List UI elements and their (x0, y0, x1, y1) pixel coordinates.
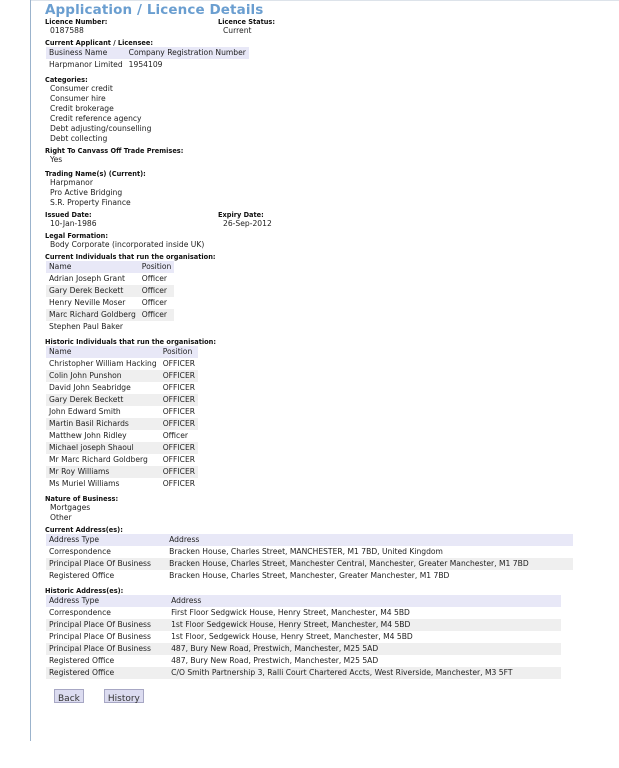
table-cell: Officer (141, 298, 168, 307)
category-item: Debt collecting (50, 134, 108, 143)
table-row (46, 406, 198, 418)
legal-formation-value: Body Corporate (incorporated inside UK) (50, 240, 205, 249)
table-cell: Stephen Paul Baker (49, 322, 124, 331)
licence-status-label: Licence Status: (218, 18, 275, 26)
trading-name-item: Pro Active Bridging (50, 188, 123, 197)
nature-of-business-item: Mortgages (50, 503, 91, 512)
nature-of-business-label: Nature of Business: (45, 495, 119, 503)
table-row (46, 619, 561, 631)
column-header: Address (168, 595, 561, 607)
table-cell: Adrian Joseph Grant (49, 274, 126, 283)
table-cell: Mr Marc Richard Goldberg (49, 455, 148, 464)
table-cell: OFFICER (160, 394, 198, 406)
licence-number-status-row (45, 18, 615, 36)
table-cell: OFFICER (162, 455, 196, 464)
table-cell (139, 321, 175, 333)
table-row (46, 466, 198, 478)
table-row (46, 297, 174, 309)
issued-date-value: 10-Jan-1986 (50, 219, 97, 228)
table-cell: Principal Place Of Business (46, 619, 168, 631)
expiry-date-label: Expiry Date: (218, 211, 264, 219)
table-cell: Correspondence (49, 608, 111, 617)
table-cell: Henry Neville Moser (49, 298, 126, 307)
licence-details-panel (45, 2, 615, 703)
category-item: Credit reference agency (50, 114, 142, 123)
canvass-value: Yes (50, 155, 63, 164)
table-row (46, 442, 198, 454)
table-cell: Christopher William Hacking (49, 359, 157, 368)
current-addresses-label: Current Address(es): (45, 526, 123, 534)
category-item: Credit brokerage (50, 104, 114, 113)
table-row (46, 370, 198, 382)
top-border (30, 0, 619, 1)
trading-names-label: Trading Name(s) (Current): (45, 170, 146, 178)
category-item: Consumer hire (50, 94, 106, 103)
table-row (46, 59, 249, 71)
table-cell: Mr Roy Williams (46, 466, 160, 478)
table-row (46, 382, 198, 394)
table-header-row (46, 534, 573, 546)
licence-number-value: 0187588 (50, 26, 84, 35)
table-row (46, 273, 174, 285)
table-cell: OFFICER (160, 370, 198, 382)
table-cell: 487, Bury New Road, Prestwich, Manchester, M25 5AD (168, 643, 561, 655)
table-cell: Bracken House, Charles Street, Manchester, Greater Manchester, M1 7BD (169, 571, 450, 580)
table-cell: OFFICER (162, 479, 196, 488)
table-cell: 1st Floor Sedgewick House, Henry Street, Manchester, M4 5BD (168, 619, 561, 631)
page-title: Application / Licence Details (45, 2, 264, 18)
table-row (46, 546, 573, 558)
table-row (46, 631, 561, 643)
table-cell: Bracken House, Charles Street, MANCHESTER, M1 7BD, United Kingdom (169, 547, 443, 556)
table-row (46, 478, 198, 490)
column-header: Address (166, 534, 573, 546)
table-header-row (46, 346, 198, 358)
table-cell: Officer (139, 285, 175, 297)
category-item: Debt adjusting/counselling (50, 124, 152, 133)
table-row (46, 285, 174, 297)
business-name: Harpmanor Limited (49, 60, 123, 69)
category-item: Consumer credit (50, 84, 113, 93)
licence-number-label: Licence Number: (45, 18, 108, 26)
current-individuals-label: Current Individuals that run the organisation: (45, 253, 216, 261)
table-cell: Registered Office (49, 571, 115, 580)
left-border (30, 0, 31, 741)
column-header: Position (160, 346, 198, 358)
table-row (46, 309, 174, 321)
table-cell: Matthew John Ridley (49, 431, 127, 440)
expiry-date-value: 26-Sep-2012 (223, 219, 272, 228)
table-cell: OFFICER (162, 407, 196, 416)
table-cell: Officer (162, 431, 188, 440)
table-cell: Gary Derek Beckett (46, 394, 160, 406)
canvass-label: Right To Canvass Off Trade Premises: (45, 147, 184, 155)
table-header-row (46, 261, 174, 273)
column-header: Business Name (46, 47, 126, 59)
dates-row (45, 211, 615, 229)
table-cell: Registered Office (46, 667, 168, 679)
table-cell: OFFICER (160, 418, 198, 430)
column-header: Address Type (46, 595, 168, 607)
column-header: Name (46, 261, 139, 273)
table-cell: David John Seabridge (49, 383, 131, 392)
column-header: Position (139, 261, 175, 273)
table-header-row (46, 595, 561, 607)
column-header: Address Type (46, 534, 166, 546)
current-individuals-table (46, 261, 174, 333)
table-cell: OFFICER (162, 383, 196, 392)
historic-addresses-label: Historic Address(es): (45, 587, 124, 595)
historic-individuals-label: Historic Individuals that run the organisation: (45, 338, 216, 346)
historic-individuals-table (46, 346, 198, 490)
table-row (46, 667, 561, 679)
table-cell: Principal Place Of Business (46, 643, 168, 655)
table-cell: Correspondence (49, 547, 111, 556)
table-header-row (46, 47, 249, 59)
table-row (46, 418, 198, 430)
table-cell: OFFICER (162, 359, 196, 368)
table-cell: Principal Place Of Business (49, 632, 151, 641)
company-registration-number: 1954109 (128, 60, 163, 69)
history-button[interactable]: History (104, 689, 144, 703)
nature-of-business-item: Other (50, 513, 72, 522)
table-cell: Gary Derek Beckett (46, 285, 139, 297)
table-cell: 1st Floor, Sedgewick House, Henry Street, Manchester, M4 5BD (171, 632, 413, 641)
column-header: Name (46, 346, 160, 358)
licence-status-value: Current (223, 26, 252, 35)
table-cell: Registered Office (49, 656, 115, 665)
trading-name-item: Harpmanor (50, 178, 93, 187)
column-header: Company Registration Number (126, 47, 249, 59)
categories-label: Categories: (45, 76, 88, 84)
table-row (46, 394, 198, 406)
legal-formation-label: Legal Formation: (45, 232, 109, 240)
table-cell: Martin Basil Richards (46, 418, 160, 430)
table-row (46, 570, 573, 582)
table-row (46, 358, 198, 370)
issued-date-label: Issued Date: (45, 211, 92, 219)
table-cell: OFFICER (160, 442, 198, 454)
back-button[interactable]: Back (54, 689, 84, 703)
table-row (46, 607, 561, 619)
table-row (46, 643, 561, 655)
table-cell: John Edward Smith (49, 407, 121, 416)
table-cell: First Floor Sedgwick House, Henry Street, Manchester, M4 5BD (171, 608, 410, 617)
table-cell: Michael joseph Shaoul (46, 442, 160, 454)
current-addresses-table (46, 534, 573, 582)
table-row (46, 655, 561, 667)
table-cell: Officer (139, 309, 175, 321)
table-cell: Officer (141, 274, 168, 283)
table-row (46, 454, 198, 466)
table-row (46, 430, 198, 442)
table-cell: C/O Smith Partnership 3, Ralli Court Chartered Accts, West Riverside, Manchester, M3 5FT (168, 667, 561, 679)
table-row (46, 558, 573, 570)
table-cell: Marc Richard Goldberg (46, 309, 139, 321)
trading-name-item: S.R. Property Finance (50, 198, 131, 207)
applicant-table (46, 47, 249, 71)
table-cell: Ms Muriel Williams (49, 479, 120, 488)
table-cell: OFFICER (160, 466, 198, 478)
table-row (46, 321, 174, 333)
table-cell: Principal Place Of Business (46, 558, 166, 570)
historic-addresses-table (46, 595, 561, 679)
applicant-label: Current Applicant / Licensee: (45, 39, 153, 47)
table-cell: Bracken House, Charles Street, Manchester Central, Manchester, Greater Manchester, M1 7BD (166, 558, 573, 570)
table-cell: Colin John Punshon (46, 370, 160, 382)
table-cell: 487, Bury New Road, Prestwich, Manchester, M25 5AD (171, 656, 379, 665)
